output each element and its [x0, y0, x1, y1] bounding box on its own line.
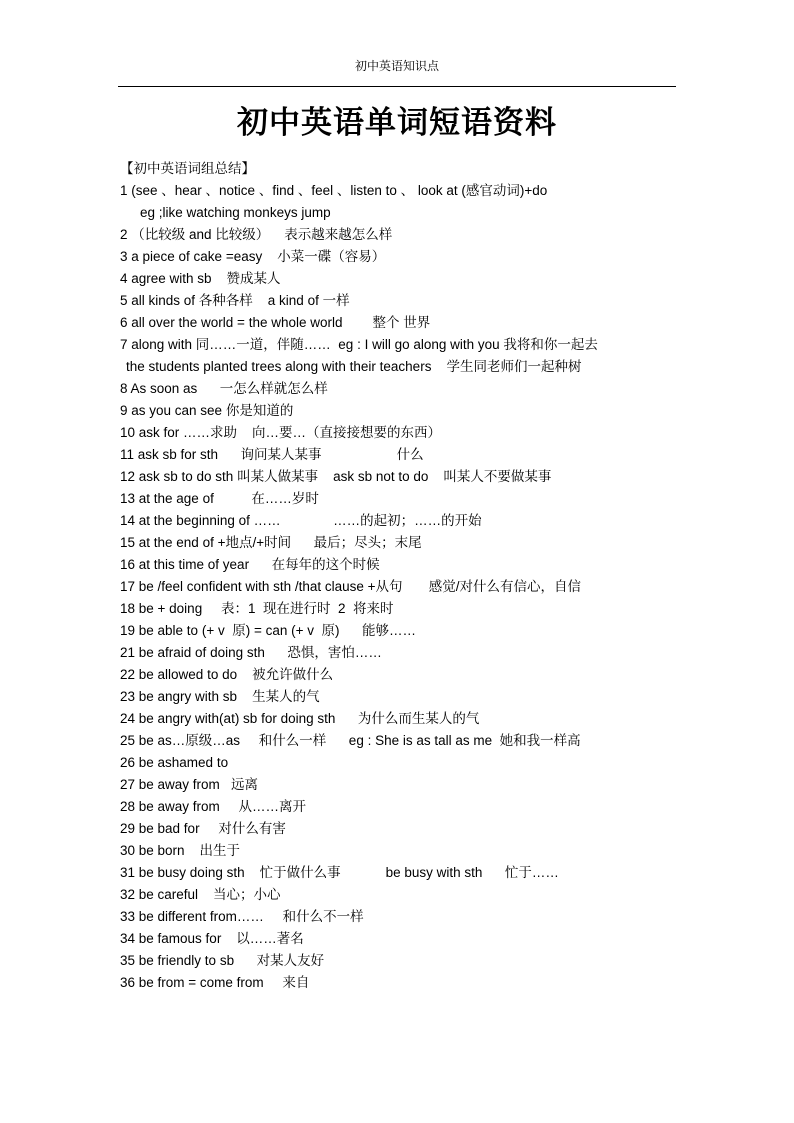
phrase-entry: 1 (see 、hear 、notice 、find 、feel 、listen to 、 look at (感官动词)+do — [120, 183, 548, 198]
phrase-entry: 23 be angry with sb 生某人的气 — [120, 689, 320, 704]
phrase-entry: 11 ask sb for sth 询问某人某事 什么 — [120, 447, 424, 462]
phrase-entry: 28 be away from 从……离开 — [120, 799, 307, 814]
phrase-entry: 26 be ashamed to — [120, 755, 229, 770]
phrase-entry: 34 be famous for 以……著名 — [120, 931, 304, 946]
phrase-entry: 33 be different from…… 和什么不一样 — [120, 909, 364, 924]
phrase-entry: 14 at the beginning of …… ……的起初；……的开始 — [120, 513, 482, 528]
phrase-entry: 12 ask sb to do sth 叫某人做某事 ask sb not to do 叫某人不要做某事 — [120, 469, 552, 484]
phrase-entry: 25 be as…原级…as 和什么一样 eg : She is as tall as me 她和我一样高 — [120, 733, 581, 748]
phrase-entry: 29 be bad for 对什么有害 — [120, 821, 286, 836]
phrase-entry: 7 along with 同……一道，伴随…… eg : I will go along with you 我将和你一起去 — [120, 337, 598, 352]
phrase-entry: 31 be busy doing sth 忙于做什么事 be busy with sth 忙于…… — [120, 865, 559, 880]
phrase-entry: 30 be born 出生于 — [120, 843, 241, 858]
phrase-entry: 6 all over the world = the whole world 整个 世界 — [120, 315, 431, 330]
header-divider — [118, 86, 676, 87]
phrase-entry: 36 be from = come from 来自 — [120, 975, 310, 990]
phrase-entry: 16 at this time of year 在每年的这个时候 — [120, 557, 380, 572]
phrase-entry: 35 be friendly to sb 对某人友好 — [120, 953, 325, 968]
document-body — [120, 158, 680, 994]
document-title: 初中英语单词短语资料 — [237, 105, 557, 141]
phrase-entry: 13 at the age of 在……岁时 — [120, 491, 319, 506]
phrase-entry: 21 be afraid of doing sth 恐惧，害怕…… — [120, 645, 382, 660]
phrase-entry: 9 as you can see 你是知道的 — [120, 403, 294, 418]
phrase-entry: 10 ask for ……求助 向…要…（直接接想要的东西） — [120, 425, 442, 440]
phrase-entry: 8 As soon as 一怎么样就怎么样 — [120, 381, 328, 396]
phrase-entry: 15 at the end of +地点/+时间 最后；尽头；末尾 — [120, 535, 422, 550]
phrase-entry: 27 be away from 远离 — [120, 777, 259, 792]
phrase-entry: 22 be allowed to do 被允许做什么 — [120, 667, 334, 682]
phrase-entry: 4 agree with sb 赞成某人 — [120, 271, 281, 286]
phrase-entry: 2 （比较级 and 比较级） 表示越来越怎么样 — [120, 227, 393, 242]
phrase-example: the students planted trees along with their teachers 学生同老师们一起种树 — [126, 359, 582, 374]
phrase-entry: 18 be + doing 表：1 现在进行时 2 将来时 — [120, 601, 394, 616]
phrase-entry: 17 be /feel confident with sth /that clause +从句 感觉/对什么有信心，自信 — [120, 579, 582, 594]
phrase-entry: 24 be angry with(at) sb for doing sth 为什么而生某人的气 — [120, 711, 480, 726]
phrase-entry: 32 be careful 当心；小心 — [120, 887, 281, 902]
phrase-example: eg ;like watching monkeys jump — [140, 205, 331, 220]
phrase-entry: 19 be able to (+ v 原) = can (+ v 原) 能够…… — [120, 623, 416, 638]
phrase-entry: 5 all kinds of 各种各样 a kind of 一样 — [120, 293, 350, 308]
page-header: 初中英语知识点 — [354, 59, 439, 73]
section-heading: 【初中英语词组总结】 — [120, 161, 255, 176]
phrase-entry: 3 a piece of cake =easy 小菜一碟（容易） — [120, 249, 386, 264]
